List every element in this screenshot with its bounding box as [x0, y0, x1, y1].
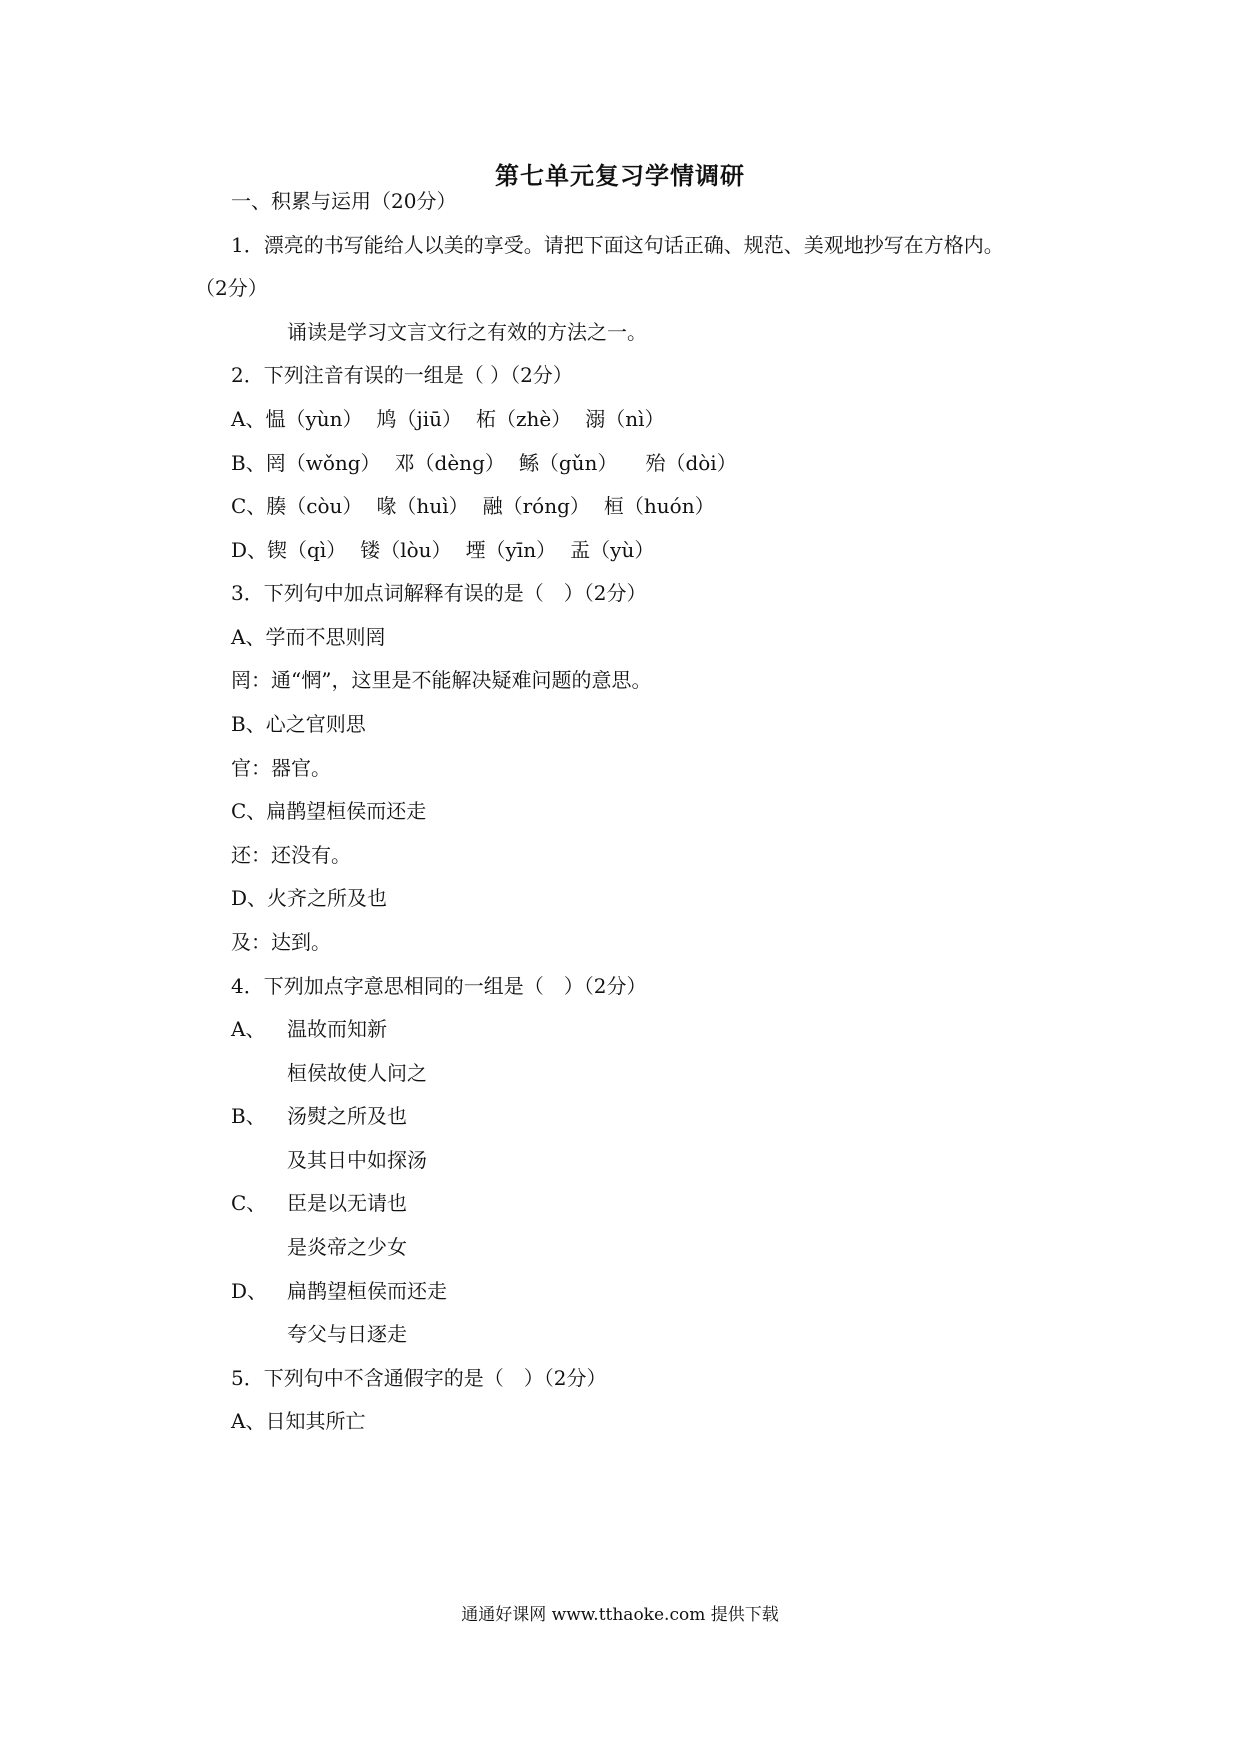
question-3-option-a: A、学而不思则罔 — [231, 625, 386, 649]
section-heading: 一、积累与运用（20分） — [231, 189, 457, 213]
question-3-explanation-c: 还：还没有。 — [231, 843, 351, 867]
page-footer: 通通好课网 www.tthaoke.com 提供下载 — [461, 1605, 779, 1625]
question-3-option-c: C、扁鹊望桓侯而还走 — [231, 799, 427, 823]
question-3-option-d: D、火齐之所及也 — [231, 886, 388, 910]
pinyin-item: 融（róng） — [482, 494, 590, 518]
pinyin-item: 堙（yīn） — [465, 538, 557, 562]
question-4-stem: 4．下列加点字意思相同的一组是（ ）（2分） — [231, 974, 647, 998]
pinyin-item: 柘（zhè） — [476, 407, 572, 431]
question-4-option-b — [231, 1102, 407, 1130]
question-2-stem: 2．下列注音有误的一组是（ ）（2分） — [231, 363, 573, 387]
question-4-option-c — [231, 1189, 407, 1217]
question-4-option-a — [231, 1015, 387, 1043]
option-letter: A、 — [231, 1017, 266, 1041]
pinyin-item: C、腠（còu） — [231, 494, 363, 518]
question-2-option-d — [231, 536, 654, 564]
question-2-option-a — [231, 405, 665, 433]
page-title: 第七单元复习学情调研 — [495, 162, 745, 190]
pinyin-item: 桓（huón） — [603, 494, 715, 518]
pinyin-item: A、愠（yùn） — [231, 407, 363, 431]
option-sentence: 温故而知新 — [287, 1017, 387, 1041]
pinyin-item: 殆（dòi） — [645, 451, 737, 475]
pinyin-item: 溺（nì） — [585, 407, 665, 431]
question-3-explanation-a: 罔：通“惘”，这里是不能解决疑难问题的意思。 — [231, 668, 652, 692]
pinyin-item: D、锲（qì） — [231, 538, 347, 562]
option-letter: D、 — [231, 1279, 268, 1303]
option-letter: B、 — [231, 1104, 266, 1128]
pinyin-item: 鸠（jiū） — [376, 407, 462, 431]
question-4-option-d — [231, 1277, 447, 1305]
question-5-option-a: A、日知其所亡 — [231, 1409, 366, 1433]
question-5-stem: 5．下列句中不含通假字的是（ ）（2分） — [231, 1366, 607, 1390]
question-2-option-b — [231, 449, 737, 477]
question-4-option-a-second: 桓侯故使人问之 — [287, 1061, 427, 1085]
pinyin-item: 盂（yù） — [570, 538, 655, 562]
option-letter: C、 — [231, 1191, 267, 1215]
question-4-option-c-second: 是炎帝之少女 — [287, 1235, 407, 1259]
option-sentence: 汤熨之所及也 — [287, 1104, 407, 1128]
pinyin-item: 鲧（gǔn） — [518, 451, 618, 475]
option-sentence: 臣是以无请也 — [287, 1191, 407, 1215]
pinyin-item: 喙（huì） — [376, 494, 469, 518]
question-3-stem: 3．下列句中加点词解释有误的是（ ）（2分） — [231, 581, 647, 605]
question-3-explanation-b: 官：器官。 — [231, 756, 331, 780]
pinyin-item: B、罔（wǒng） — [231, 451, 381, 475]
question-1-sentence: 诵读是学习文言文行之有效的方法之一。 — [287, 320, 647, 344]
question-4-option-b-second: 及其日中如探汤 — [287, 1148, 427, 1172]
question-3-explanation-d: 及：达到。 — [231, 930, 331, 954]
pinyin-item: 镂（lòu） — [360, 538, 452, 562]
question-4-option-d-second: 夸父与日逐走 — [287, 1322, 407, 1346]
pinyin-item: 邓（dèng） — [394, 451, 505, 475]
option-sentence: 扁鹊望桓侯而还走 — [287, 1279, 447, 1303]
question-1-stem: 1．漂亮的书写能给人以美的享受。请把下面这句话正确、规范、美观地抄写在方格内。 — [231, 233, 1004, 257]
question-1-score: （2分） — [195, 276, 268, 300]
question-2-option-c — [231, 492, 715, 520]
question-3-option-b: B、心之官则思 — [231, 712, 366, 736]
